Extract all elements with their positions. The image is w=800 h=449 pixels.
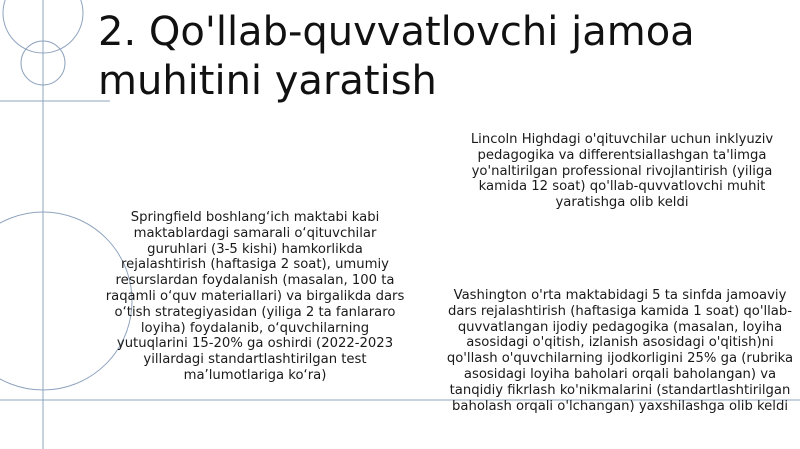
- top-circle: [3, 0, 83, 53]
- right-bottom-paragraph: Vashington o'rta maktabidagi 5 ta sinfda jamoaviy dars rejalashtirish (haftasiga kamida 1 soat) qo'llab-quvvatlangan ijodiy pedagogika (masalan, loyiha asosidagi o'qitish, izlanish asosidagi o'qitish)ni qo'llash o'quvchilarning ijodkorligini 25% ga (rubrika asosidagi loyiha baholari orqali baholangan) va tanqidiy fikrlash ko'nikmalarini (standartlashtirilgan baholash orqali o'lchangan) yaxshilashga olib keldi: [446, 288, 794, 414]
- right-top-paragraph: Lincoln Highdagi o'qituvchilar uchun inklyuziv pedagogika va differentsiallashgan ta'limga yo'naltirilgan professional rivojlantirish (yiliga kamida 12 soat) qo'llab-quvvatlovchi muhit yaratishga olib keldi: [470, 132, 774, 211]
- middle-circle: [21, 41, 65, 85]
- slide-title: 2. Qo'llab-quvvatlovchi jamoa muhitini yaratish: [98, 9, 695, 104]
- left-paragraph: Springfield boshlang‘ich maktabi kabi maktablardagi samarali o‘qituvchilar guruhlari (3-5 kishi) hamkorlikda rejalashtirish (haftasiga 2 soat), umumiy resurslardan foydalanish (masalan, 100 ta raqamli o‘quv materiallari) va birgalikda dars o‘tish strategiyasidan (yiliga 2 ta fanlararo loyiha) foydalanib, o‘quvchilarning yutuqlarini 15-20% ga oshirdi (2022-2023 yillardagi standartlashtirilgan test ma’lumotlariga ko‘ra): [105, 210, 405, 383]
